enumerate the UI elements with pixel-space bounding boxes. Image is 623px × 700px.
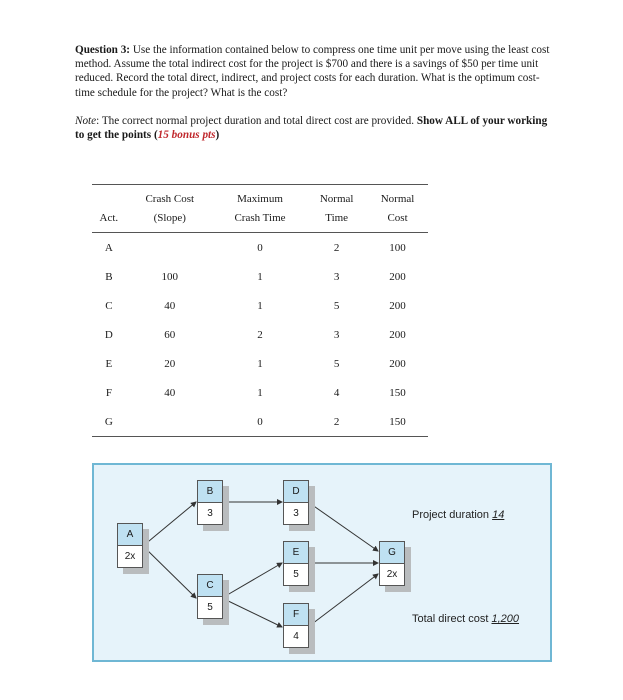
note-label: Note	[75, 115, 97, 127]
table-cell: E	[105, 357, 113, 370]
table-cell: 2	[333, 241, 340, 254]
table-cell	[126, 407, 214, 437]
table-cell: 5	[333, 299, 340, 312]
node-id: E	[283, 541, 309, 564]
table-row	[92, 233, 428, 263]
node-c	[197, 574, 223, 619]
total-direct-cost	[412, 613, 519, 625]
table-cell: 100	[161, 270, 178, 283]
table-cell: 1	[257, 299, 263, 312]
header: Act.	[92, 209, 126, 233]
note-text	[75, 114, 555, 142]
node-duration: 4	[283, 625, 309, 648]
node-id: F	[283, 603, 309, 626]
node-duration: 3	[283, 502, 309, 525]
table-cell: 0	[257, 241, 263, 254]
node-id: C	[197, 574, 223, 597]
node-duration: 2x	[379, 563, 405, 586]
arrow-d-g	[308, 502, 378, 551]
node-duration: 5	[197, 596, 223, 619]
table-cell: 100	[389, 241, 406, 254]
table-cell: C	[105, 299, 113, 312]
node-duration: 3	[197, 502, 223, 525]
table-cell: 20	[164, 357, 176, 370]
table-cell: 1	[257, 386, 263, 399]
node-a	[117, 523, 143, 568]
header: (Slope)	[126, 209, 214, 233]
table-cell: 2	[257, 328, 263, 341]
note-body: : The correct normal project duration and total direct cost are provided.	[96, 115, 417, 127]
table-cell: 2	[333, 415, 340, 428]
table-cell: 200	[389, 357, 406, 370]
table-cell: 0	[257, 415, 263, 428]
header-row	[92, 209, 428, 233]
header: Crash Time	[214, 209, 306, 233]
node-id: B	[197, 480, 223, 503]
header: Normal	[380, 193, 415, 205]
paren: )	[215, 129, 220, 142]
node-d	[283, 480, 309, 525]
arrow-c-f	[222, 598, 282, 627]
table-cell: 1	[257, 357, 263, 370]
node-b	[197, 480, 223, 525]
table-cell: 40	[164, 299, 176, 312]
table-cell: 150	[389, 386, 406, 399]
table-cell: 5	[333, 357, 340, 370]
header-row	[92, 185, 428, 210]
arrow-f-g	[308, 574, 378, 627]
table-cell: 1	[257, 270, 263, 283]
table-row	[92, 349, 428, 378]
question-body: Use the information contained below to compress one time unit per move using the least cost method. Assume the total indirect cost for the project is $700 and there is a savings of $50 per time unit reduced. Record the total direct, indirect, and project costs for each duration. What is the optimum cost-time schedule for the project? What is the cost?	[75, 44, 550, 99]
table-row	[92, 262, 428, 291]
question-text	[75, 43, 555, 100]
node-f	[283, 603, 309, 648]
table-cell: A	[104, 241, 113, 254]
table-cell: 3	[333, 270, 340, 283]
header	[92, 185, 126, 210]
header: Crash Cost	[145, 193, 195, 205]
crash-table	[92, 184, 428, 437]
table-cell: 200	[389, 328, 406, 341]
table-cell: F	[105, 386, 112, 399]
paren: (	[151, 129, 158, 142]
table-cell: 40	[164, 386, 176, 399]
table-cell: D	[104, 328, 113, 341]
arrow-a-c	[143, 546, 196, 598]
total-direct-cost-label: Total direct cost	[412, 613, 492, 625]
table-cell	[126, 233, 214, 263]
node-g	[379, 541, 405, 586]
header: Cost	[367, 209, 428, 233]
table-row	[92, 291, 428, 320]
node-id: D	[283, 480, 309, 503]
table-cell: G	[104, 415, 113, 428]
table-cell: 60	[164, 328, 176, 341]
arrow-a-b	[143, 502, 196, 546]
arrow-c-e	[222, 563, 282, 598]
note-bold: Show ALL of your working to get the points	[75, 115, 548, 142]
table-cell: 200	[389, 299, 406, 312]
header: Maximum	[237, 193, 283, 205]
header: Normal	[319, 193, 354, 205]
question-label: Question 3:	[75, 44, 131, 56]
node-id: G	[379, 541, 405, 564]
header: Time	[306, 209, 367, 233]
node-id: A	[117, 523, 143, 546]
table-row	[92, 378, 428, 407]
project-duration-value: 14	[492, 509, 505, 521]
project-duration-label: Project duration	[412, 509, 493, 521]
total-direct-cost-value: 1,200	[491, 613, 520, 625]
project-duration	[412, 509, 504, 521]
network-diagram	[92, 463, 552, 662]
arrows	[94, 465, 554, 664]
table-cell: 200	[389, 270, 406, 283]
bonus-points: 15 bonus pts	[157, 129, 216, 142]
node-duration: 5	[283, 563, 309, 586]
table-cell: B	[105, 270, 113, 283]
table-cell: 4	[333, 386, 340, 399]
table-cell: 150	[389, 415, 406, 428]
table-row	[92, 320, 428, 349]
table-row	[92, 407, 428, 437]
node-e	[283, 541, 309, 586]
table-cell: 3	[333, 328, 340, 341]
node-duration: 2x	[117, 545, 143, 568]
